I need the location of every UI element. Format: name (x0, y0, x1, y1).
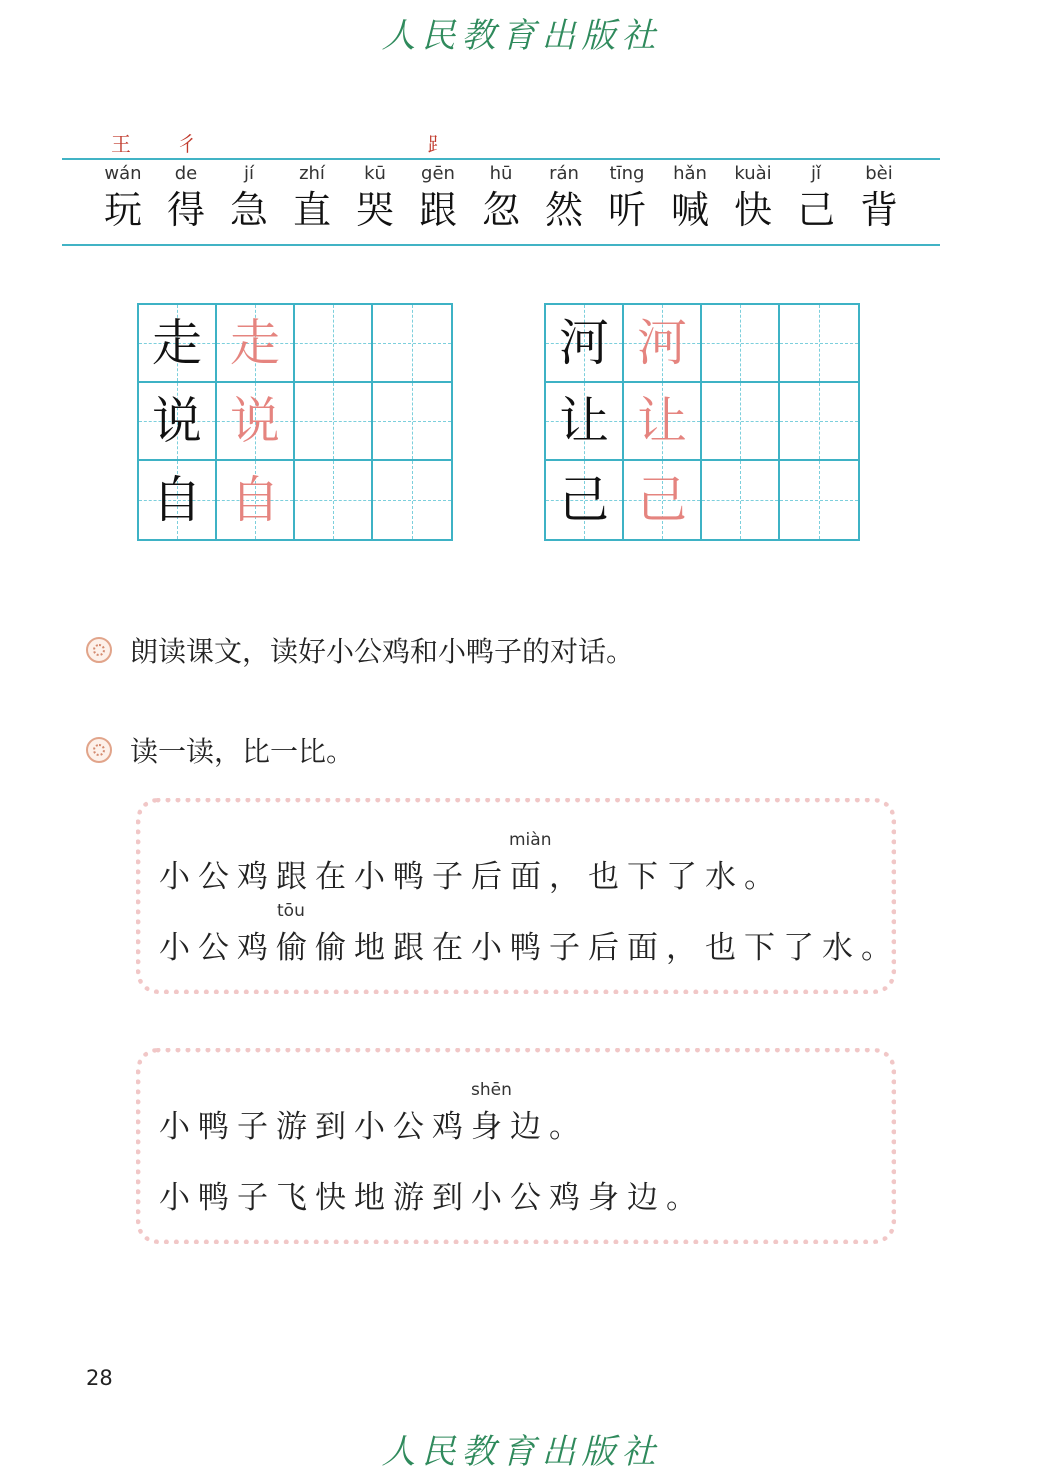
hanzi: 玩 (103, 188, 142, 232)
pinyin: kū (364, 163, 386, 184)
hanzi: 然 (544, 188, 583, 232)
grid-cell-trace (217, 383, 295, 461)
pinyin: hǎn (673, 163, 707, 184)
grid-cell-trace (624, 305, 702, 383)
grid-cell-empty[interactable] (373, 461, 451, 539)
pinyin: bèi (865, 163, 893, 184)
sentence-expanded: 小鸭子飞快地游到小公鸡身边。 (159, 1180, 705, 1216)
pinyin-annotation: miàn (509, 830, 552, 850)
trace-character: 己 (637, 471, 687, 529)
model-character: 己 (559, 471, 609, 529)
trace-character: 让 (637, 392, 687, 450)
hanzi: 得 (166, 188, 205, 232)
sentence-expanded: 小公鸡偷偷地跟在小鸭子后面，也下了水。 (159, 930, 900, 966)
hanzi: 直 (292, 188, 331, 232)
hanzi: 听 (607, 188, 646, 232)
hanzi: 急 (229, 188, 268, 232)
radical-hint: ⻊ (427, 132, 447, 156)
pinyin: hū (489, 163, 513, 184)
model-character: 让 (559, 392, 609, 450)
grid-row (546, 305, 858, 383)
radical-hints (0, 128, 1043, 158)
sentence-simple: 小鸭子游到小公鸡身边。 (159, 1109, 588, 1145)
flower-bullet-icon (86, 737, 112, 763)
pinyin: gēn (421, 163, 455, 184)
pinyin: wán (104, 163, 142, 184)
vocab-item (658, 162, 722, 234)
grid-cell-empty[interactable] (295, 461, 373, 539)
grid-cell-empty[interactable] (373, 383, 451, 461)
model-character: 河 (559, 314, 609, 372)
vocab-item (154, 162, 218, 234)
pinyin-annotation: tōu (277, 901, 305, 921)
grid-cell-empty[interactable] (373, 305, 451, 383)
hanzi: 哭 (355, 188, 394, 232)
hanzi: 跟 (418, 188, 457, 232)
grid-cell-model (546, 383, 624, 461)
grid-cell-empty[interactable] (702, 305, 780, 383)
hanzi: 快 (733, 188, 772, 232)
grid-cell-model (546, 461, 624, 539)
hanzi: 喊 (670, 188, 709, 232)
pinyin-annotation: shēn (471, 1080, 512, 1100)
model-character: 自 (152, 471, 202, 529)
grid-cell-empty[interactable] (702, 461, 780, 539)
pinyin: kuài (734, 163, 772, 184)
vocab-bottom-rule (62, 244, 940, 246)
pinyin: rán (549, 163, 579, 184)
flower-bullet-icon (86, 637, 112, 663)
grid-cell-trace (624, 383, 702, 461)
trace-character: 自 (230, 471, 280, 529)
grid-cell-empty[interactable] (780, 305, 858, 383)
hanzi: 忽 (481, 188, 520, 232)
grid-row (139, 383, 451, 461)
vocab-item (217, 162, 281, 234)
grid-cell-empty[interactable] (295, 305, 373, 383)
radical-hint: 彳 (177, 132, 197, 156)
compare-box (136, 1048, 896, 1244)
compare-box (136, 798, 900, 994)
grid-row (546, 383, 858, 461)
grid-cell-empty[interactable] (702, 383, 780, 461)
pinyin: tīng (609, 163, 645, 184)
vocab-item (847, 162, 911, 234)
vocab-item (469, 162, 533, 234)
vocab-item (406, 162, 470, 234)
pinyin: jǐ (810, 163, 821, 184)
grid-cell-model (546, 305, 624, 383)
grid-cell-model (139, 461, 217, 539)
grid-row (139, 461, 451, 539)
task-item-compare (86, 730, 354, 770)
writing-grid-left (137, 303, 453, 541)
hanzi: 己 (796, 188, 835, 232)
model-character: 走 (152, 314, 202, 372)
vocab-item (91, 162, 155, 234)
grid-row (139, 305, 451, 383)
grid-cell-trace (624, 461, 702, 539)
radical-hint: 王 (111, 132, 131, 156)
vocab-item (343, 162, 407, 234)
pinyin: zhí (299, 163, 325, 184)
trace-character: 说 (230, 392, 280, 450)
grid-cell-empty[interactable] (780, 461, 858, 539)
pinyin: jí (243, 163, 254, 184)
pinyin: de (174, 163, 198, 184)
model-character: 说 (152, 392, 202, 450)
page-number: 28 (86, 1366, 113, 1390)
grid-cell-model (139, 383, 217, 461)
grid-cell-empty[interactable] (780, 383, 858, 461)
task-text: 读一读，比一比。 (130, 735, 355, 768)
grid-cell-trace (217, 305, 295, 383)
publisher-footer: 人民教育出版社 (381, 1432, 662, 1472)
grid-row (546, 461, 858, 539)
vocabulary-row (0, 162, 1043, 242)
task-item-read-aloud (86, 630, 634, 670)
writing-grid-right (544, 303, 860, 541)
grid-cell-empty[interactable] (295, 383, 373, 461)
grid-cell-model (139, 305, 217, 383)
trace-character: 河 (637, 314, 687, 372)
vocab-item (595, 162, 659, 234)
grid-cell-trace (217, 461, 295, 539)
sentence-simple: 小公鸡跟在小鸭子后面，也下了水。 (159, 859, 783, 895)
hanzi: 背 (859, 188, 898, 232)
task-text: 朗读课文，读好小公鸡和小鸭子的对话。 (130, 635, 635, 668)
trace-character: 走 (230, 314, 280, 372)
vocab-top-rule (62, 158, 940, 160)
vocab-item (280, 162, 344, 234)
vocab-item (721, 162, 785, 234)
vocab-item (784, 162, 848, 234)
publisher-header: 人民教育出版社 (381, 16, 662, 56)
vocab-item (532, 162, 596, 234)
